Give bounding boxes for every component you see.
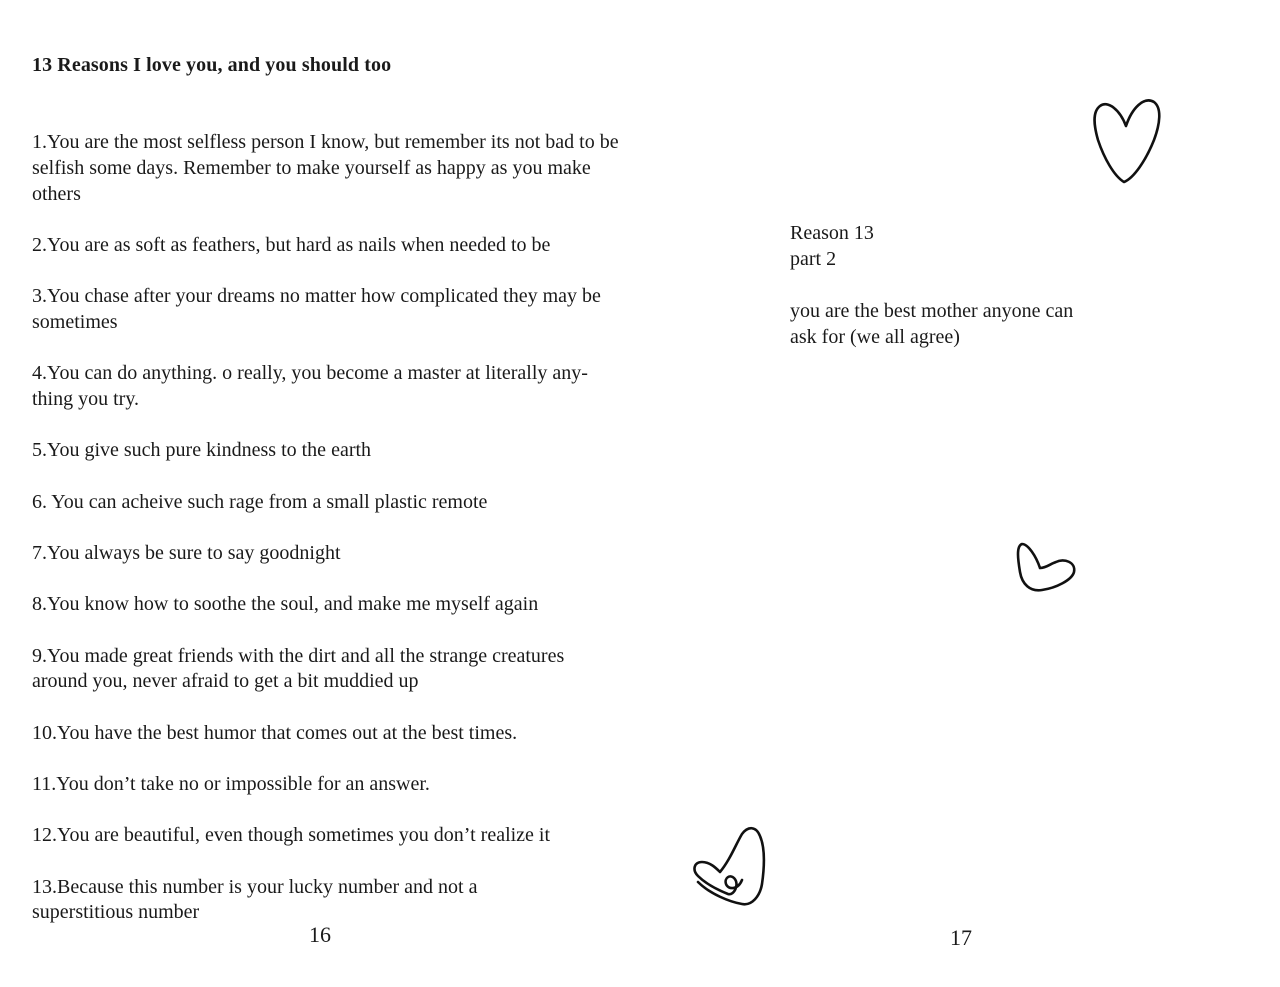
reason-13-part-2 (790, 220, 1130, 350)
list-item: 9.You made great friends with the dirt and all the strange creatures around you, never afraid to get a bit muddied up (32, 644, 565, 693)
page-number-left: 16 (309, 922, 331, 947)
spacer (790, 272, 1130, 298)
list-item: 2.You are as soft as feathers, but hard as nails when needed to be (32, 233, 551, 256)
reason-body-line: you are the best mother anyone can (790, 300, 1074, 322)
right-page (640, 0, 1280, 987)
list-item: 6. You can acheive such rage from a small plastic remote (32, 490, 488, 513)
reasons-list (32, 130, 652, 952)
page-title: 13 Reasons I love you, and you should too (32, 54, 392, 76)
sideways-heart-icon (1014, 538, 1080, 596)
list-item: 12.You are beautiful, even though sometimes you don’t realize it (32, 824, 551, 847)
page-number-right: 17 (950, 925, 972, 950)
list-item: 11.You don’t take no or impossible for an answer. (32, 772, 430, 795)
list-item: 10.You have the best humor that comes out at the best times. (32, 721, 518, 744)
heart-icon (1090, 96, 1164, 188)
list-item: 7.You always be sure to say goodnight (32, 541, 341, 564)
list-item: 1.You are the most selfless person I know, but remember its not bad to be selfish some days. Remember to make yourself as happy as you make others (32, 131, 619, 205)
reason-heading: Reason 13 (790, 222, 874, 244)
reason-body-line: ask for (we all agree) (790, 326, 960, 348)
reason-subheading: part 2 (790, 248, 837, 270)
list-item: 8.You know how to soothe the soul, and make me myself again (32, 593, 539, 616)
list-item: 3.You chase after your dreams no matter how complicated they may be sometimes (32, 285, 601, 333)
list-item: 5.You give such pure kindness to the earth (32, 439, 372, 462)
list-item: 4.You can do anything. o really, you become a master at literally any-thing you try. (32, 362, 588, 411)
list-item: 13.Because this number is your lucky number and not a superstitious number (32, 875, 478, 924)
